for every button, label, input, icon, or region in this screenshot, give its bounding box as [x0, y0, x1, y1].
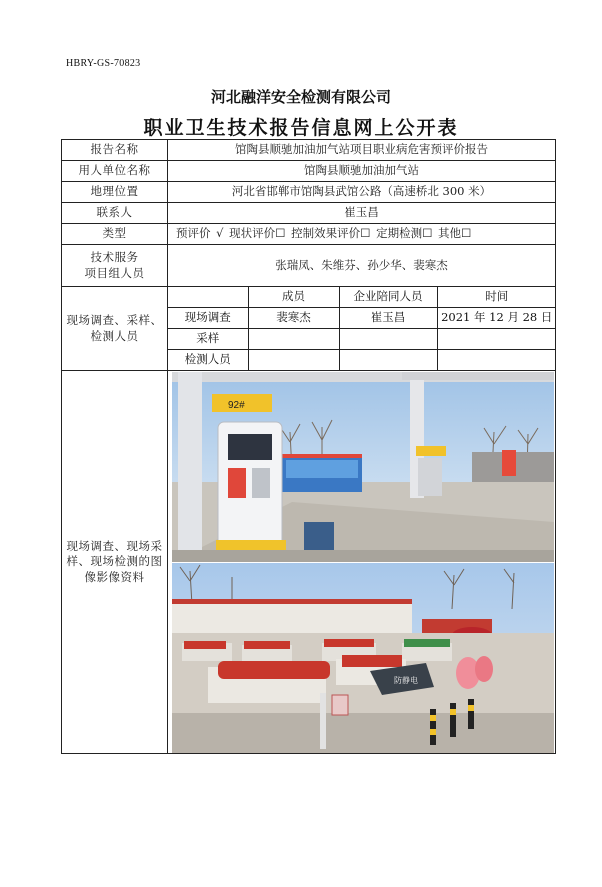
survey-header-blank — [168, 287, 248, 308]
location-value: 河北省邯郸市馆陶县武馆公路（高速桥北 300 米） — [168, 182, 556, 203]
survey-cell: 裴寒杰 — [248, 308, 339, 329]
survey-cell: 崔玉昌 — [339, 308, 437, 329]
report-name-value: 馆陶县顺驰加油加气站项目职业病危害预评价报告 — [168, 140, 556, 161]
document-code: HBRY-GS-70823 — [66, 58, 141, 69]
survey-cell: 采样 — [168, 329, 248, 350]
info-table — [61, 139, 556, 754]
survey-subtable-cell — [168, 287, 556, 371]
table-row — [62, 245, 556, 287]
company-name: 河北融洋安全检测有限公司 — [210, 88, 391, 106]
type-label: 类型 — [62, 224, 168, 245]
photos-cell — [168, 371, 556, 754]
survey-header-member: 成员 — [248, 287, 339, 308]
cover-text: 防静电 — [394, 676, 418, 685]
survey-cell — [248, 350, 339, 371]
table-row — [62, 140, 556, 161]
survey-cell — [339, 350, 437, 371]
table-row — [62, 203, 556, 224]
survey-cell — [339, 329, 437, 350]
contact-value: 崔玉昌 — [168, 203, 556, 224]
survey-row-investigation — [168, 308, 556, 329]
survey-subtable — [168, 287, 556, 370]
pump-sign-text: 92# — [228, 400, 245, 411]
survey-header-time: 时间 — [437, 287, 556, 308]
table-row — [62, 161, 556, 182]
survey-cell: 检测人员 — [168, 350, 248, 371]
survey-cell — [437, 329, 556, 350]
employer-label: 用人单位名称 — [62, 161, 168, 182]
survey-cell: 2021 年 12 月 28 日 — [437, 308, 556, 329]
team-value: 张瑞凤、朱维芬、孙少华、裴寒杰 — [168, 245, 556, 287]
survey-cell: 现场调查 — [168, 308, 248, 329]
survey-row-sampling — [168, 329, 556, 350]
survey-row-testing — [168, 350, 556, 371]
table-row — [62, 224, 556, 245]
survey-label: 现场调查、采样、检测人员 — [62, 287, 168, 371]
table-row — [62, 182, 556, 203]
location-label: 地理位置 — [62, 182, 168, 203]
contact-label: 联系人 — [62, 203, 168, 224]
report-name-label: 报告名称 — [62, 140, 168, 161]
tank-area-photo — [172, 563, 554, 753]
table-row — [62, 287, 556, 371]
employer-value: 馆陶县顺驰加油加气站 — [168, 161, 556, 182]
survey-cell — [437, 350, 556, 371]
images-label: 现场调查、现场采样、现场检测的图像影像资料 — [62, 371, 168, 754]
page-title: 职业卫生技术报告信息网上公开表 — [143, 117, 459, 139]
team-label-line2: 项目组人员 — [84, 265, 145, 280]
survey-cell — [248, 329, 339, 350]
team-label-line1: 技术服务 — [90, 249, 139, 264]
team-label — [62, 245, 168, 287]
gas-station-photo — [172, 372, 554, 562]
table-row — [62, 371, 556, 754]
survey-header-escort: 企业陪同人员 — [339, 287, 437, 308]
type-value: 预评价 √ 现状评价☐ 控制效果评价☐ 定期检测☐ 其他☐ — [168, 224, 556, 245]
survey-header-row — [168, 287, 556, 308]
